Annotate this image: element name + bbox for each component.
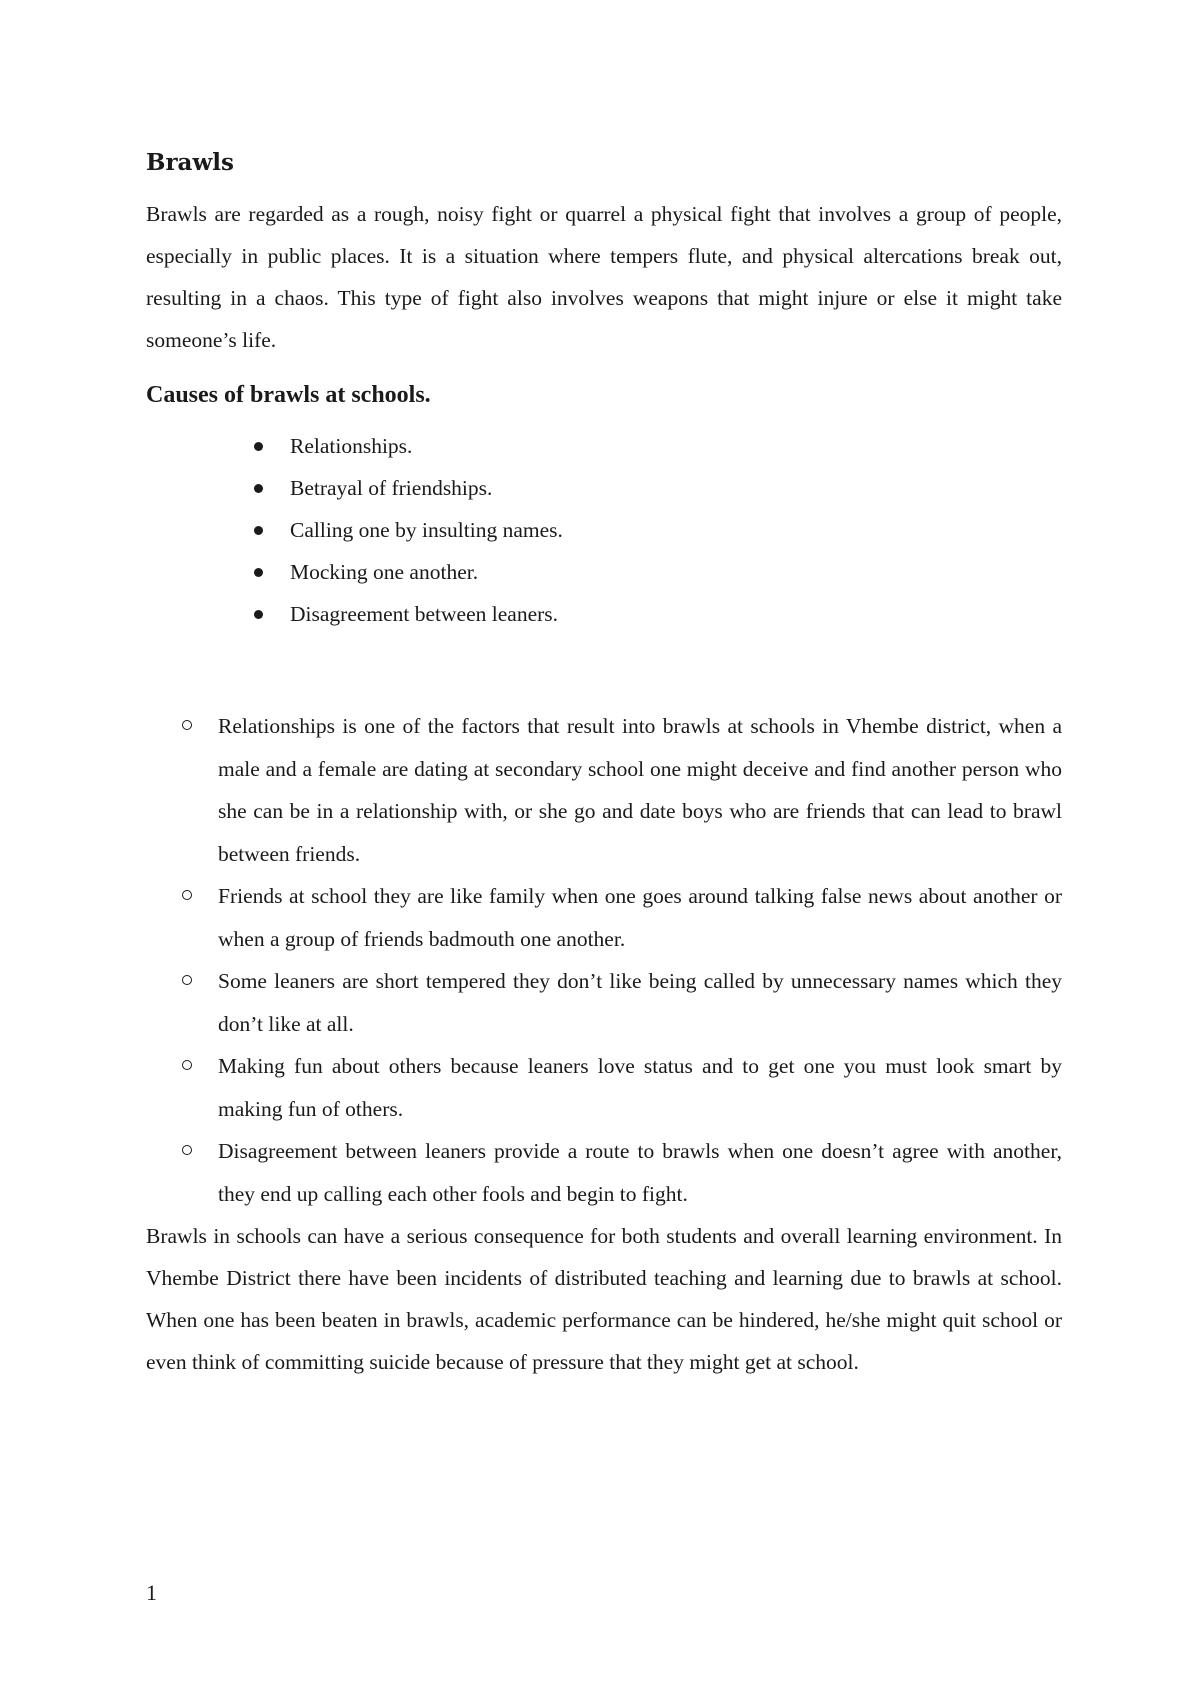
explanation-text: Disagreement between leaners provide a route to brawls when one doesn’t agree with another, they end up calling each other fools and begin to fight.	[218, 1139, 1062, 1206]
bullet-icon	[254, 568, 263, 577]
hollow-bullet-icon	[182, 975, 192, 985]
explanations-list	[146, 705, 1062, 1215]
list-item	[218, 960, 1062, 1045]
hollow-bullet-icon	[182, 1145, 192, 1155]
causes-list	[146, 425, 1062, 635]
cause-text: Calling one by insulting names.	[290, 518, 563, 542]
cause-text: Betrayal of friendships.	[290, 476, 493, 500]
list-item	[218, 1130, 1062, 1215]
cause-text: Mocking one another.	[290, 560, 479, 584]
page-number: 1	[146, 1580, 157, 1605]
list-item	[254, 551, 1062, 593]
cause-text: Disagreement between leaners.	[290, 602, 559, 626]
section-heading-brawls: Brawls	[146, 149, 234, 176]
intro-paragraph: Brawls are regarded as a rough, noisy fight or quarrel a physical fight that involves a group of people, especially in public places. It is a situation where tempers flute, and physical altercations break out, resulting in a chaos. This type of fight also involves weapons that might injure or else it might take someone’s life.	[146, 202, 1062, 352]
document-body	[146, 145, 1062, 1383]
list-item	[218, 1045, 1062, 1130]
section-heading-causes: Causes of brawls at schools.	[146, 382, 431, 408]
list-item	[254, 509, 1062, 551]
list-item	[218, 705, 1062, 875]
hollow-bullet-icon	[182, 1060, 192, 1070]
bullet-icon	[254, 484, 263, 493]
bullet-icon	[254, 526, 263, 535]
cause-text: Relationships.	[290, 434, 413, 458]
explanation-text: Some leaners are short tempered they don’t like being called by unnecessary names which they don’t like at all.	[218, 969, 1062, 1036]
list-item	[254, 425, 1062, 467]
explanation-text: Making fun about others because leaners love status and to get one you must look smart by making fun of others.	[218, 1054, 1062, 1121]
bullet-icon	[254, 610, 263, 619]
list-item	[218, 875, 1062, 960]
list-item	[254, 467, 1062, 509]
hollow-bullet-icon	[182, 720, 192, 730]
closing-paragraph: Brawls in schools can have a serious consequence for both students and overall learning environment. In Vhembe District there have been incidents of distributed teaching and learning due to brawls at school. When one has been beaten in brawls, academic performance can be hindered, he/she might quit school or even think of committing suicide because of pressure that they might get at school.	[146, 1224, 1062, 1374]
hollow-bullet-icon	[182, 890, 192, 900]
explanation-text: Relationships is one of the factors that result into brawls at schools in Vhembe district, when a male and a female are dating at secondary school one might deceive and find another person who she can be in a relationship with, or she go and date boys who are friends that can lead to brawl between friends.	[218, 714, 1062, 866]
explanation-text: Friends at school they are like family when one goes around talking false news about another or when a group of friends badmouth one another.	[218, 884, 1062, 951]
list-item	[254, 593, 1062, 635]
bullet-icon	[254, 442, 263, 451]
